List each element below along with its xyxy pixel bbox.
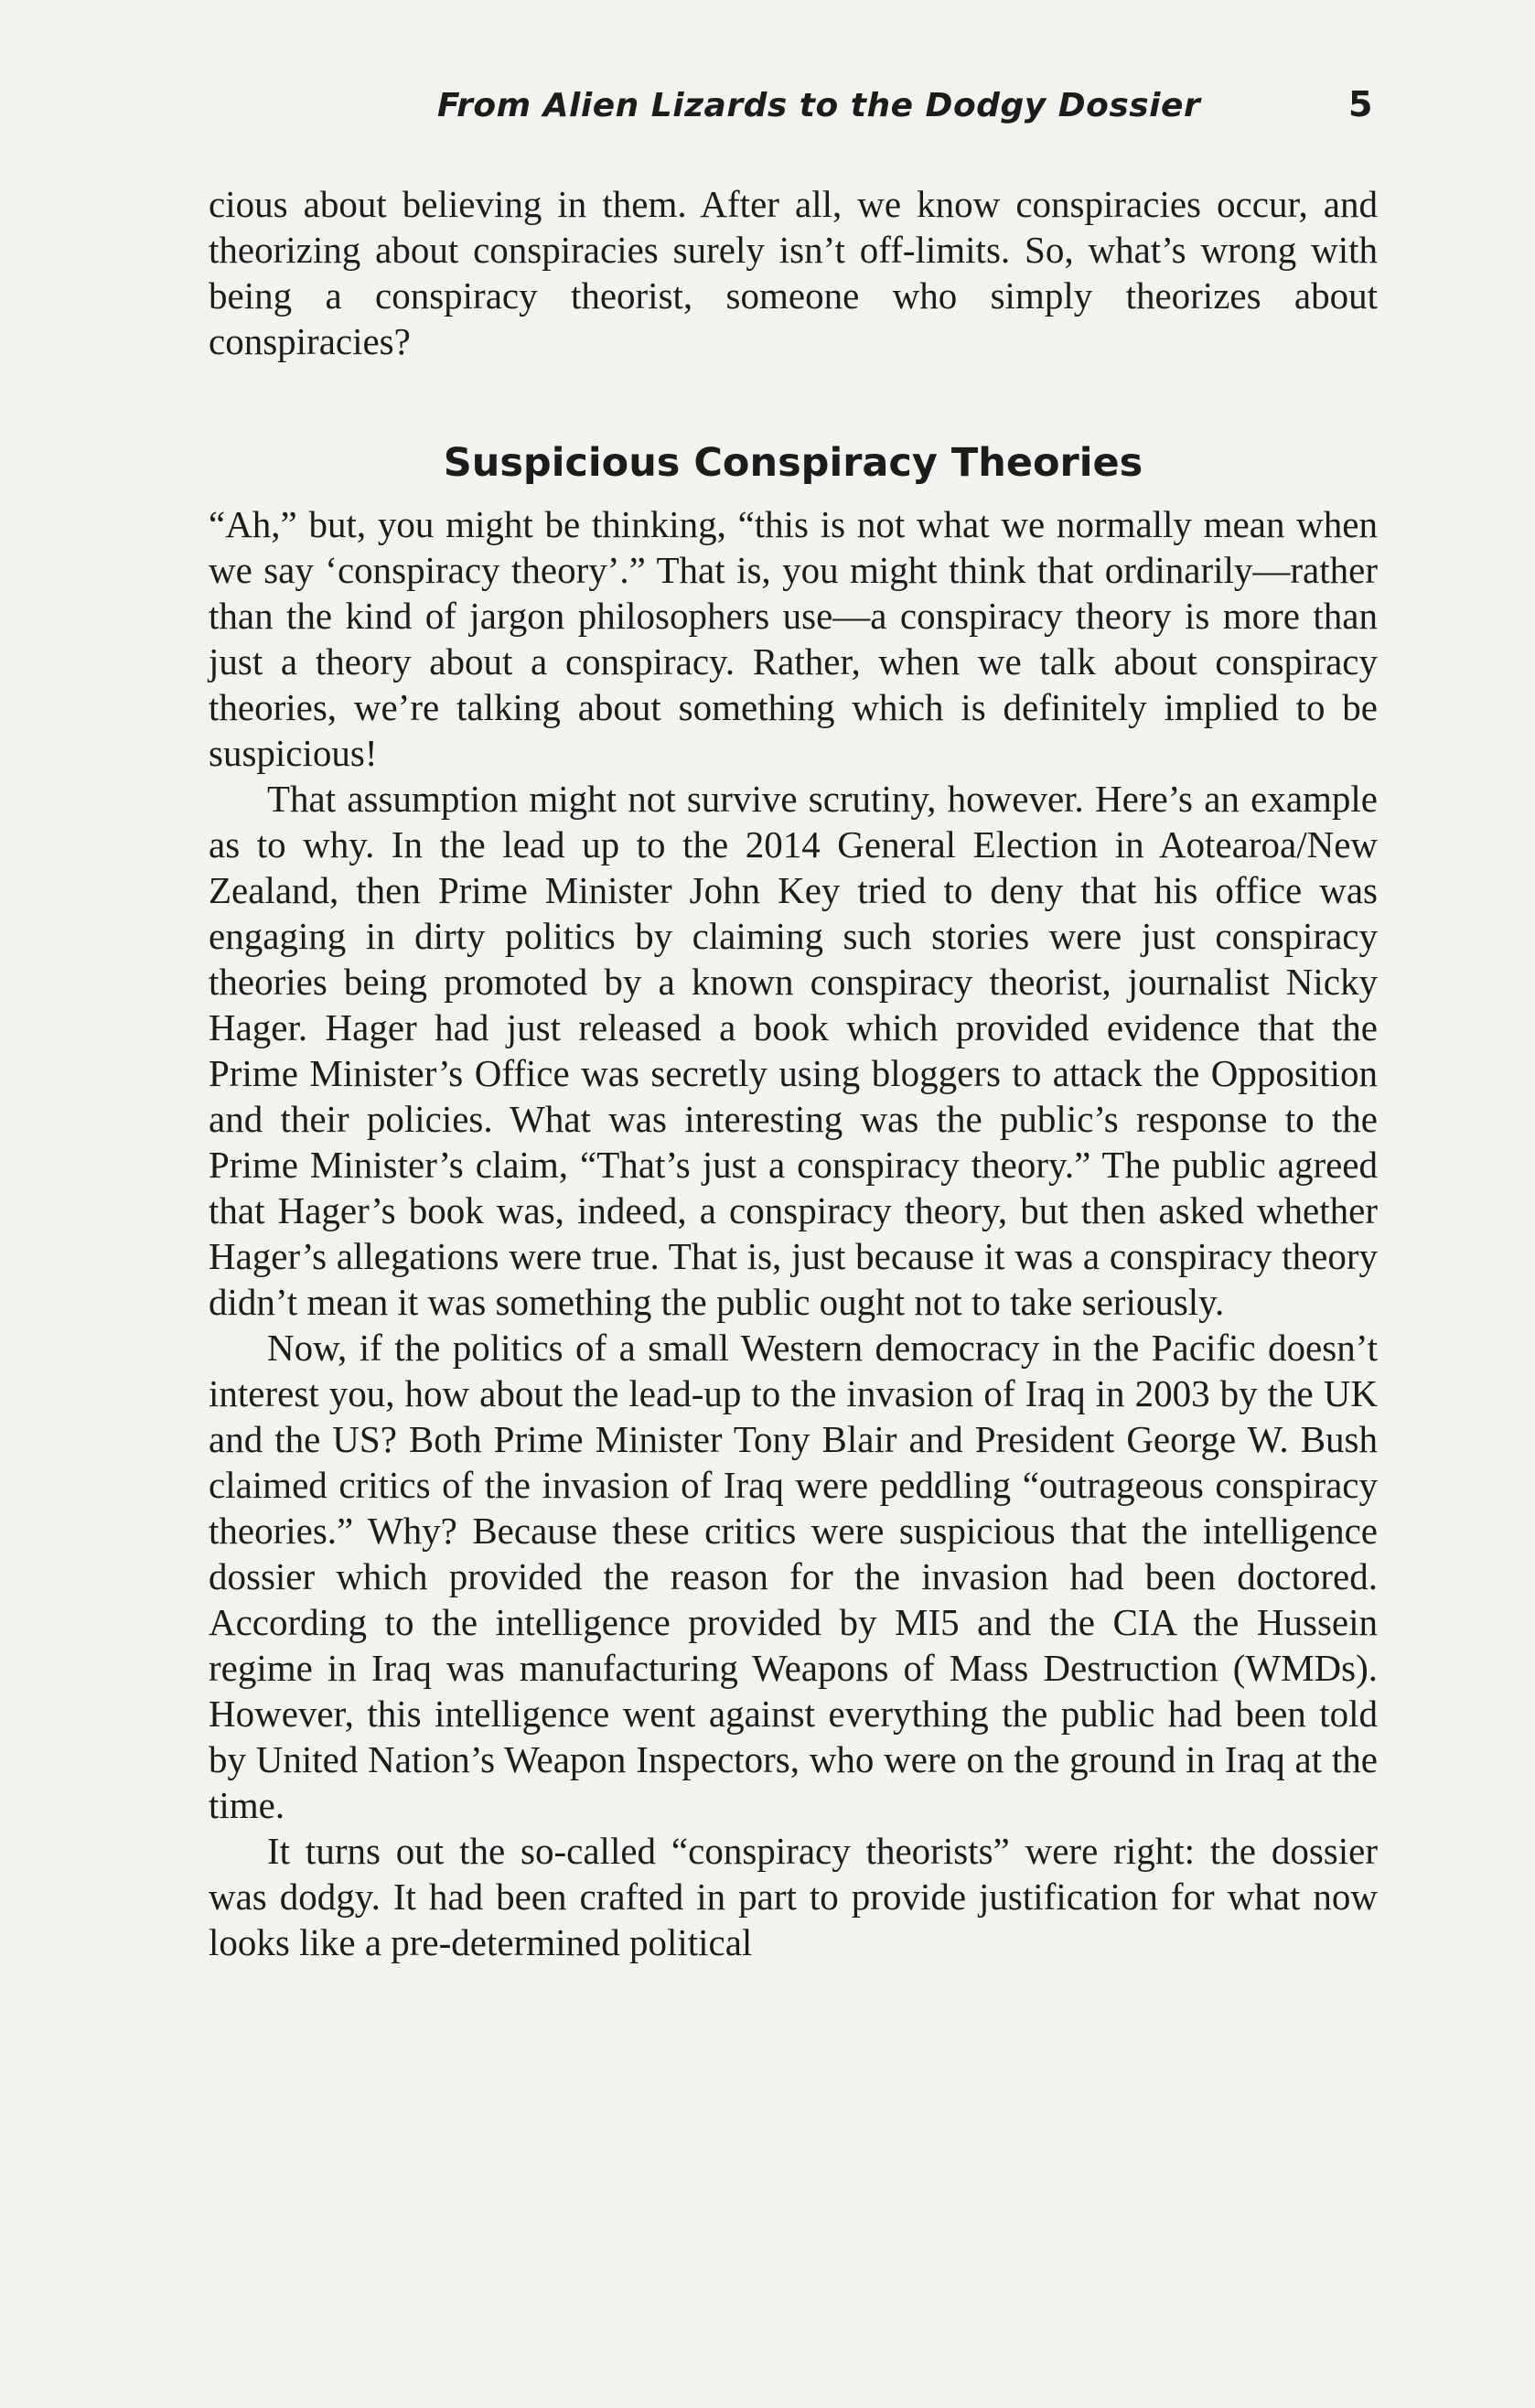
intro-text-block	[209, 181, 1378, 364]
paragraph-1: “Ah,” but, you might be thinking, “this is not what we normally mean when we say ‘conspiracy theory’.” That is, you might think that ordinarily—rather than the kind of jargon philosophers use—a conspiracy theory is more than just a theory about a conspiracy. Rather, when we talk about conspiracy theories, we’re talking about something which is definitely implied to be suspicious!	[209, 503, 1378, 774]
paragraph-4: It turns out the so-called “conspiracy theorists” were right: the dossier was dodgy. It had been crafted in part to provide justification for what now looks like a pre-determined political	[209, 1830, 1378, 1963]
running-header-title: From Alien Lizards to the Dodgy Dossier	[437, 87, 1201, 124]
page-number: 5	[1348, 84, 1373, 124]
section-text-block	[209, 501, 1378, 1965]
paragraph-2: That assumption might not survive scrutiny, however. Here’s an example as to why. In the lead up to the 2014 General Election in Aotearoa/New Zealand, then Prime Minister John Key tried to deny that his office was engaging in dirty politics by claiming such stories were just conspiracy theories being promoted by a known conspiracy theorist, journalist Nicky Hager. Hager had just released a book which provided evidence that the Prime Minister’s Office was secretly using bloggers to attack the Opposition and their policies. What was interesting was the public’s response to the Prime Minister’s claim, “That’s just a conspiracy theory.” The public agreed that Hager’s book was, indeed, a conspiracy theory, but then asked whether Hager’s allegations were true. That is, just because it was a conspiracy theory didn’t mean it was something the public ought not to take seriously.	[209, 778, 1378, 1323]
paragraph-3: Now, if the politics of a small Western democracy in the Pacific doesn’t interest you, how about the lead-up to the invasion of Iraq in 2003 by the UK and the US? Both Prime Minister Tony Blair and President George W. Bush claimed critics of the invasion of Iraq were peddling “outrageous conspiracy theories.” Why? Because these critics were suspicious that the intelligence dossier which provided the reason for the invasion had been doctored. According to the intelligence provided by MI5 and the CIA the Hussein regime in Iraq was manufacturing Weapons of Mass Destruction (WMDs). However, this intelligence went against everything the public had been told by United Nation’s Weapon Inspectors, who were on the ground in Iraq at the time.	[209, 1327, 1378, 1826]
paragraph-continuation: cious about believing in them. After all, we know conspiracies occur, and theorizing about conspiracies surely isn’t off-limits. So, what’s wrong with being a conspiracy theorist, someone who simply theorizes about conspiracies?	[209, 183, 1378, 362]
section-heading: Suspicious Conspiracy Theories	[443, 440, 1143, 486]
